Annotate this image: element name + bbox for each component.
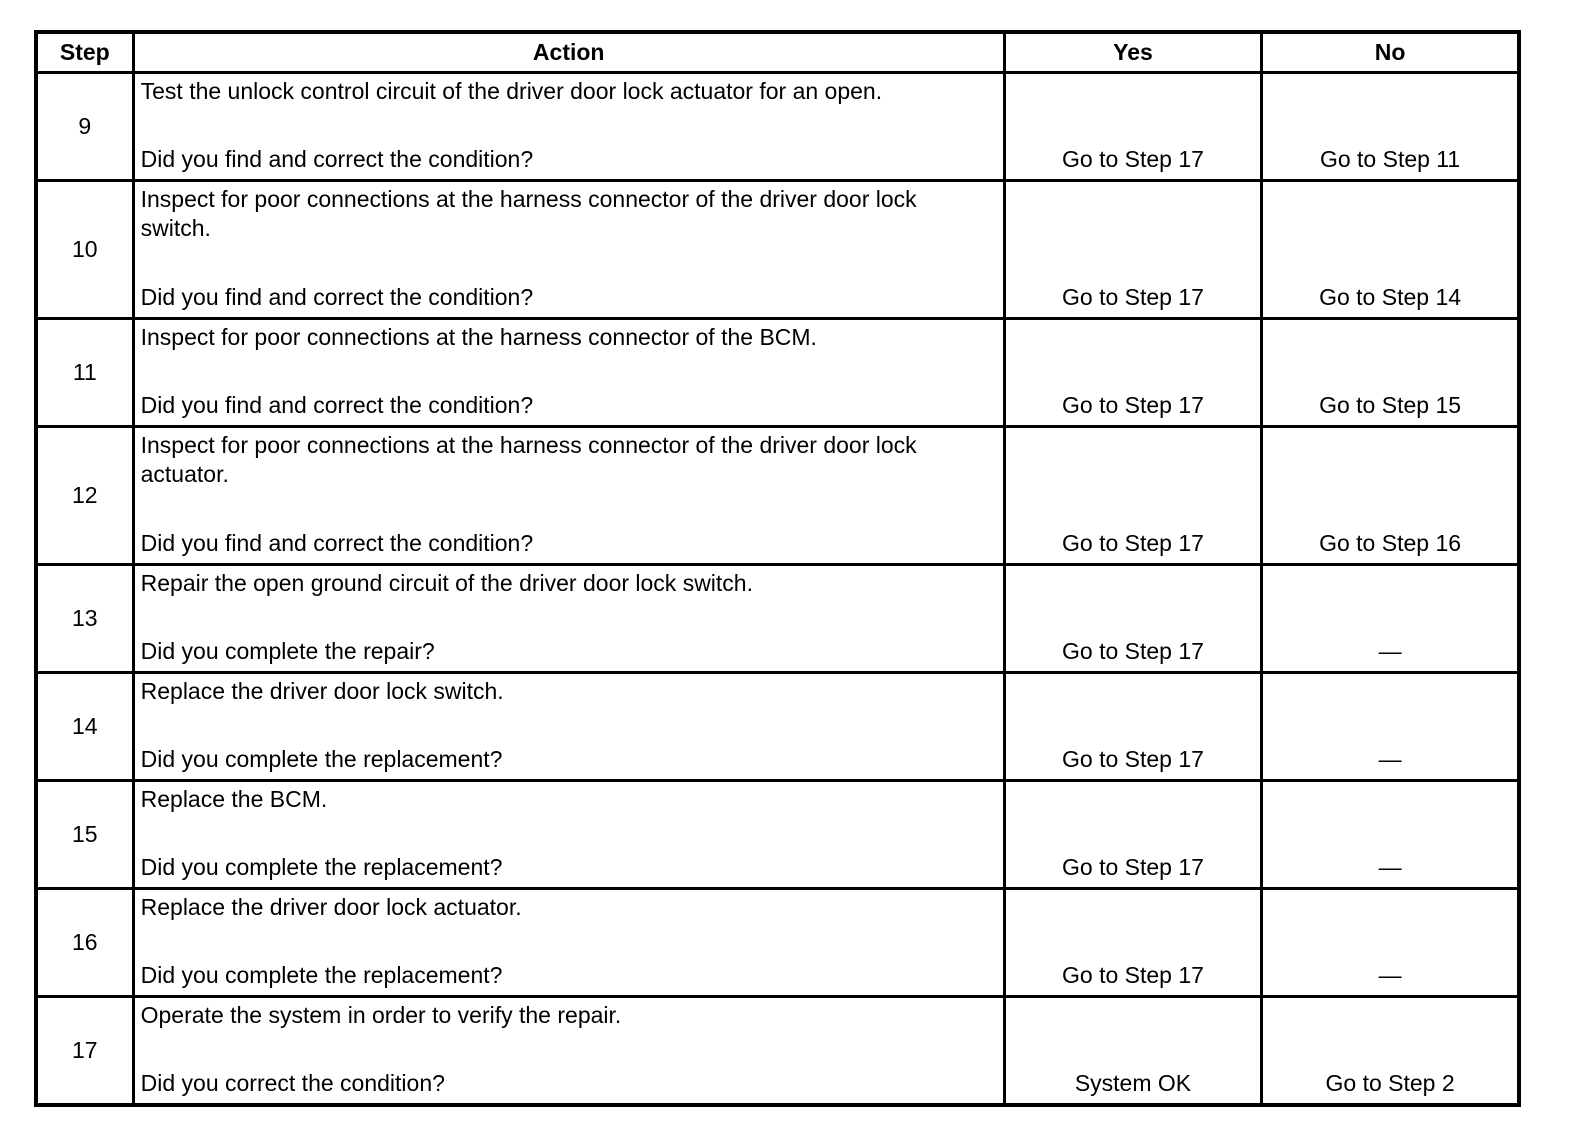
diagnostic-table	[34, 30, 1521, 1107]
action-cell	[133, 781, 1004, 889]
action-text: Replace the driver door lock actuator.	[140, 894, 522, 920]
action-question: Did you complete the repair?	[140, 638, 435, 664]
yes-result: Go to Step 17	[1004, 73, 1261, 181]
action-question: Did you correct the condition?	[140, 1070, 445, 1096]
action-text: Repair the open ground circuit of the driver door lock switch.	[140, 570, 753, 596]
action-cell	[133, 181, 1004, 319]
step-number: 15	[36, 781, 133, 889]
yes-result: Go to Step 17	[1004, 181, 1261, 319]
action-cell	[133, 565, 1004, 673]
yes-result: Go to Step 17	[1004, 781, 1261, 889]
yes-result: System OK	[1004, 997, 1261, 1106]
table-row	[36, 73, 1519, 181]
no-result: Go to Step 16	[1262, 427, 1519, 565]
action-text: Test the unlock control circuit of the driver door lock actuator for an open.	[140, 78, 883, 104]
action-cell	[133, 319, 1004, 427]
table-row	[36, 889, 1519, 997]
no-result: Go to Step 14	[1262, 181, 1519, 319]
action-cell	[133, 427, 1004, 565]
action-question: Did you complete the replacement?	[140, 854, 503, 880]
header-yes: Yes	[1004, 32, 1261, 73]
no-result: —	[1262, 673, 1519, 781]
action-question: Did you find and correct the condition?	[140, 146, 534, 172]
header-action: Action	[133, 32, 1004, 73]
action-text: Inspect for poor connections at the harness connector of the driver door lock switch.	[140, 186, 917, 241]
yes-result: Go to Step 17	[1004, 319, 1261, 427]
header-row	[36, 32, 1519, 73]
step-number: 11	[36, 319, 133, 427]
action-question: Did you complete the replacement?	[140, 962, 503, 988]
action-cell	[133, 673, 1004, 781]
step-number: 10	[36, 181, 133, 319]
yes-result: Go to Step 17	[1004, 889, 1261, 997]
header-step: Step	[36, 32, 133, 73]
action-text: Inspect for poor connections at the harness connector of the BCM.	[140, 324, 817, 350]
no-result: Go to Step 2	[1262, 997, 1519, 1106]
action-question: Did you find and correct the condition?	[140, 284, 534, 310]
action-question: Did you find and correct the condition?	[140, 530, 534, 556]
no-result: —	[1262, 565, 1519, 673]
step-number: 14	[36, 673, 133, 781]
step-number: 13	[36, 565, 133, 673]
no-result: Go to Step 15	[1262, 319, 1519, 427]
table-row	[36, 565, 1519, 673]
step-number: 9	[36, 73, 133, 181]
action-text: Inspect for poor connections at the harness connector of the driver door lock actuator.	[140, 432, 917, 487]
step-number: 17	[36, 997, 133, 1106]
table-row	[36, 427, 1519, 565]
step-number: 12	[36, 427, 133, 565]
action-question: Did you complete the replacement?	[140, 746, 503, 772]
table-row	[36, 781, 1519, 889]
table-row	[36, 997, 1519, 1106]
yes-result: Go to Step 17	[1004, 565, 1261, 673]
action-question: Did you find and correct the condition?	[140, 392, 534, 418]
action-cell	[133, 889, 1004, 997]
table-row	[36, 181, 1519, 319]
no-result: —	[1262, 781, 1519, 889]
table-row	[36, 673, 1519, 781]
step-number: 16	[36, 889, 133, 997]
action-cell	[133, 997, 1004, 1106]
action-text: Replace the driver door lock switch.	[140, 678, 504, 704]
no-result: —	[1262, 889, 1519, 997]
no-result: Go to Step 11	[1262, 73, 1519, 181]
action-cell	[133, 73, 1004, 181]
action-text: Operate the system in order to verify the repair.	[140, 1002, 622, 1028]
header-no: No	[1262, 32, 1519, 73]
action-text: Replace the BCM.	[140, 786, 328, 812]
yes-result: Go to Step 17	[1004, 427, 1261, 565]
yes-result: Go to Step 17	[1004, 673, 1261, 781]
table-row	[36, 319, 1519, 427]
